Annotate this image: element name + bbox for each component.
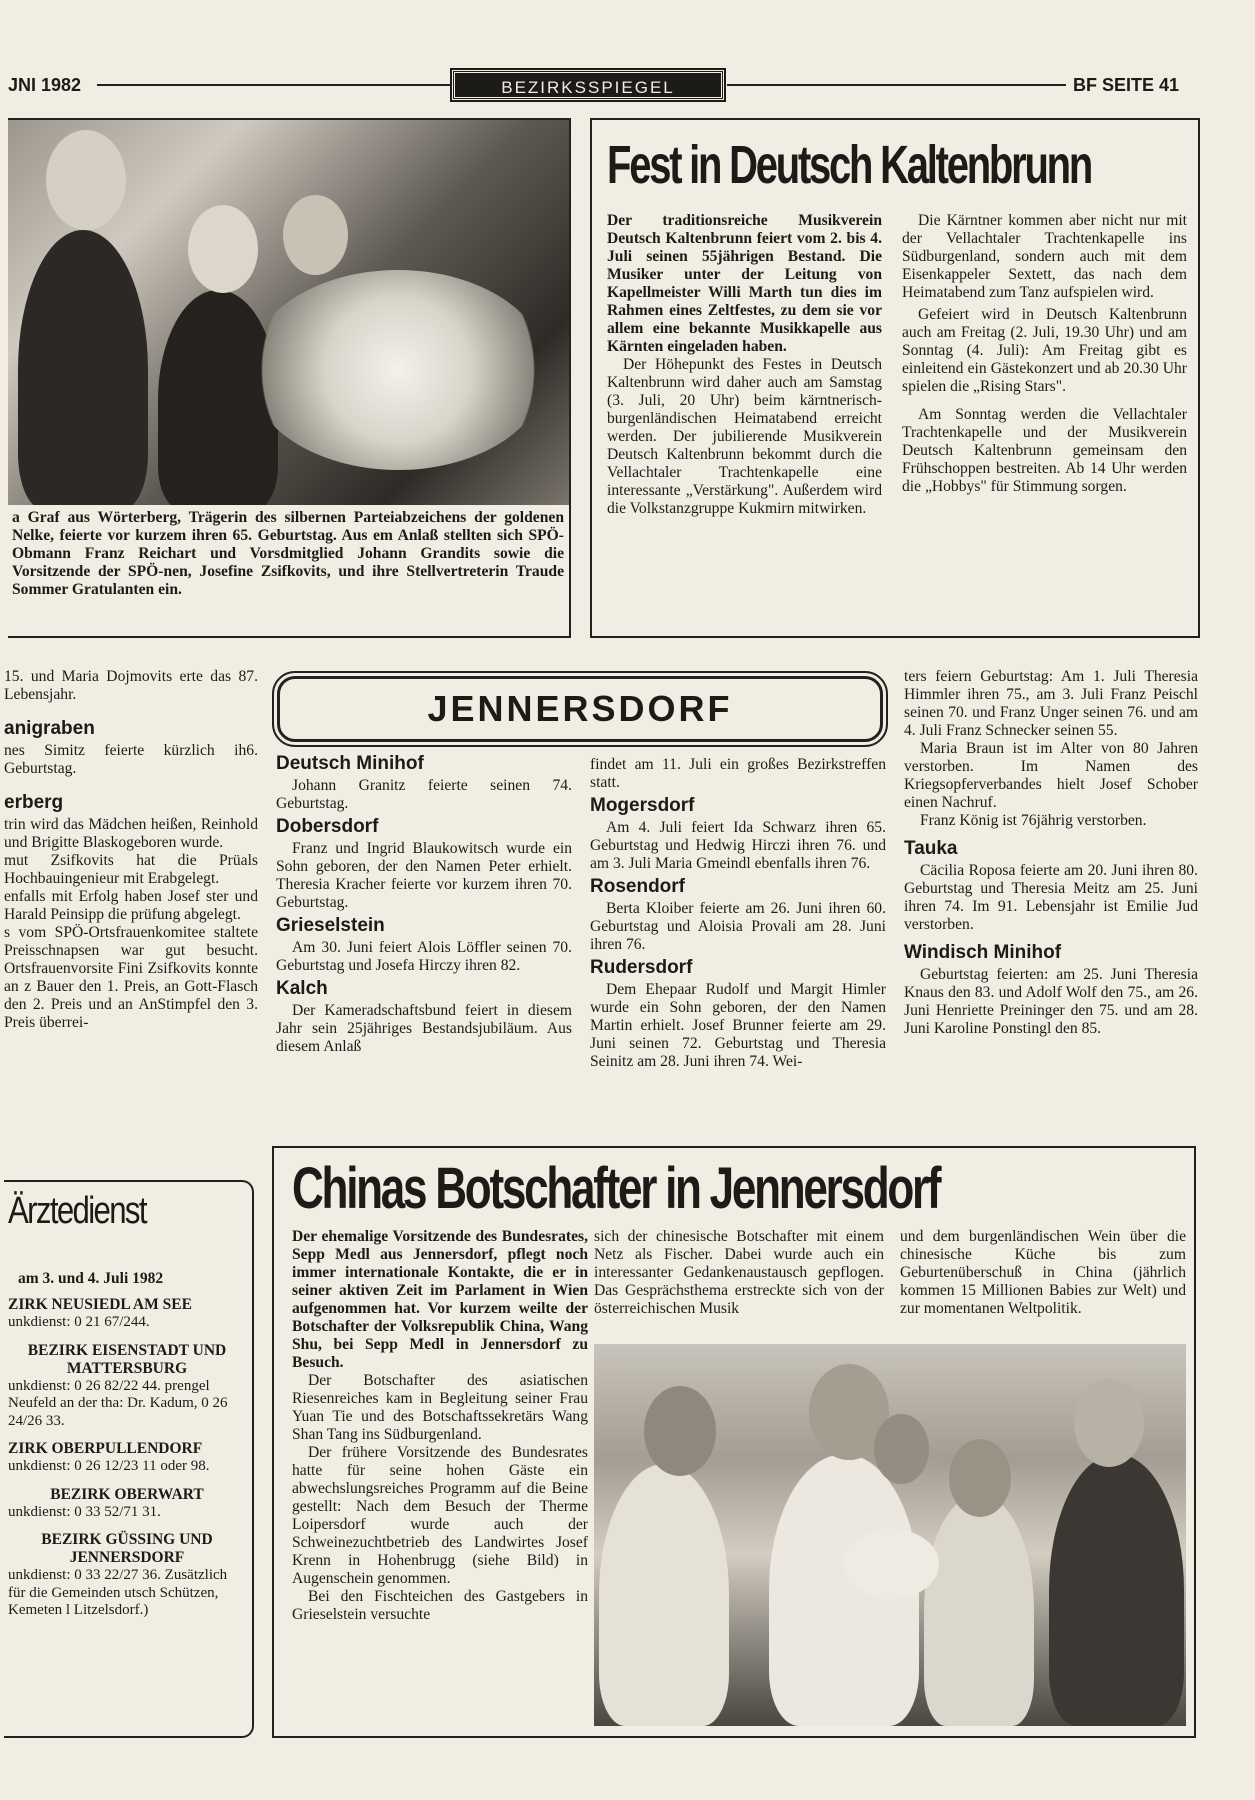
village-text: Geburtstag feierten: am 25. Juni Theresia Knaus den 83. und Adolf Wolf den 75., am 26. Juni Henriette Preininger den 75. und am 28. Juni Karoline Ponstingl den 85. [904,966,1198,1037]
china-paragraph: und dem burgenländischen Wein über die chinesische Küche bis zum Geburtenüberschuß in China (jährlich kommen 15 Millionen Babies zur Welt) und zur momentanen Weltpolitik. [900,1228,1186,1317]
village-entry [276,753,572,813]
person-face [188,205,258,293]
jennersdorf-col-1 [276,750,572,1056]
fest-col-2 [902,212,1187,496]
header-rule-right [727,84,1066,86]
district-name: ZIRK OBERPULLENDORF [8,1440,203,1457]
village-entry [276,915,572,975]
fest-col-1 [607,212,882,518]
china-headline: Chinas Botschafter in Jennersdorf [292,1156,940,1221]
person-face [1074,1379,1144,1467]
left-column [4,668,258,1032]
left-paragraph: mut Zsifkovits hat die Prüals Hochbauingenieur mit Erabgelegt. [4,852,258,887]
village-entry [904,942,1198,1038]
village-text: Am 30. Juni feiert Alois Löffler seinen 70. Geburtstag und Josefa Hirczy ihren 82. [276,939,572,974]
fest-paragraph: Die Kärntner kommen aber nicht nur mit der Vellachtaler Trachtenkapelle ins Südburgenland, sondern auch mit dem Eisenkappeler Sextett, das nach dem Heimatabend zum Tanz aufspielen wird. [902,212,1187,301]
village-name: Rudersdorf [590,957,693,978]
district-phone: unkdienst: 0 26 82/22 44. prengel Neufeld an der tha: Dr. Kadum, 0 26 24/26 33. [8,1377,228,1429]
district-phone: unkdienst: 0 33 22/27 36. Zusätzlich für die Gemeinden utsch Schützen, Kemeten l Litzelsdorf.) [8,1567,228,1618]
village-name: Windisch Minihof [904,942,1062,963]
china-article-box [272,1146,1196,1738]
aerztedienst-title: Ärztedienst [8,1190,146,1232]
person-face [46,130,126,230]
village-entry [590,795,886,873]
person-figure [599,1464,729,1726]
left-paragraph: enfalls mit Erfolg haben Josef ster und Harald Peinsipp die prüfung abgelegt. [4,888,258,923]
village-name: Grieselstein [276,915,385,936]
district-entry [8,1486,246,1522]
village-entry [904,838,1198,934]
village-name: Deutsch Minihof [276,753,424,774]
district-phone: unkdienst: 0 33 52/71 31. [8,1503,161,1520]
district-phone: unkdienst: 0 21 67/244. [8,1314,150,1330]
china-paragraph: Bei den Fischteichen des Gastgebers in Grieselstein versuchte [292,1588,588,1623]
left-paragraph: 15. und Maria Dojmovits erte das 87. Lebensjahr. [4,668,258,703]
piglet [844,1529,939,1599]
person-figure [924,1494,1034,1726]
china-paragraph: Der Botschafter des asiatischen Riesenreiches kam in Begleitung seiner Frau Yuan Tie und des Botschaftssekretärs Wang Shan Tang ins Südburgenland. [292,1372,588,1443]
village-entry [590,957,886,1071]
aerztedienst-box [4,1180,254,1738]
header-page-number: BF SEITE 41 [1073,75,1180,95]
photo-caption: a Graf aus Wörterberg, Trägerin des silbernen Parteiabzeichens der goldenen Nelke, feierte vor kurzem ihren 65. Geburtstag. Aus em Anlaß stellten sich SPÖ-Obmann Franz Reichart und Vorsdmitglied Johann Grandits sowie die Vorsitzende der SPÖ-nen, Josefine Zsifkovits, und ihre Stellvertreterin Traude Sommer Gratulanten ein. [12,509,564,598]
left-subheading: anigraben [4,718,95,739]
village-text: Am 4. Juli feiert Ida Schwarz ihren 65. Geburtstag und Hedwig Hirczi ihren 76. und am 3. Juli Maria Gmeindl ebenfalls ihren 76. [590,819,886,872]
china-paragraph: sich der chinesische Botschafter mit einem Netz als Fischer. Dabei wurde auch ein interessanter Gedankenaustausch gepflogen. Das Gesprächsthema erstreckte sich von der österreichischen Musik [594,1228,884,1317]
left-subheading: erberg [4,792,64,813]
flower-basket [248,270,548,470]
photo-story-box [8,118,571,638]
village-name: Dobersdorf [276,816,379,837]
ambassador-photo [594,1344,1186,1726]
person-face [874,1414,929,1484]
village-text: Berta Kloiber feierte am 26. Juni ihren 60. Geburtstag und Aloisia Provali am 28. Juni ihren 76. [590,900,886,953]
district-entry [8,1296,246,1332]
district-name: BEZIRK GÜSSING UND JENNERSDORF [41,1531,213,1566]
china-col-1 [292,1228,588,1624]
left-paragraph: s vom SPÖ-Ortsfrauenkomitee staltete Preisschnapsen war gut besucht. Ortsfrauenvorsite Fini Zsifkovits konnte an z Bauer den 1. Preis, an Gott-Flasch den 2. Preis und an AnStimpfel den 3. Preis überrei- [4,924,258,1031]
aerztedienst-list [8,1286,246,1620]
china-paragraph: Der frühere Vorsitzende des Bundesrates hatte für seine hohen Gäste ein abwechslungsreiches Programm auf die Beine gestellt: Nach dem Besuch der Therme Loipersdorf wurde auch der Schweinezuchtbetrieb des Landwirtes Josef Krenn in Hohenbrugg (siehe Bild) in Augenschein genommen. [292,1444,588,1587]
district-entry [8,1342,246,1431]
header-section: BEZIRKSSPIEGEL [452,70,724,100]
fest-paragraph: Am Sonntag werden die Vellachtaler Trachtenkapelle und der Musikverein Deutsch Kaltenbrunn gemeinsam den Frühschoppen bestreiten. Ab 14 Uhr werden die „Hobbys" für Stimmung sorgen. [902,406,1187,495]
district-name: BEZIRK OBERWART [50,1485,204,1503]
village-entry [590,876,886,954]
village-text: Johann Granitz feierte seinen 74. Geburtstag. [276,777,572,812]
district-name: BEZIRK EISENSTADT UND MATTERSBURG [27,1341,227,1377]
aerztedienst-date: am 3. und 4. Juli 1982 [18,1270,164,1287]
village-text: Der Kameradschaftsbund feiert in diesem Jahr sein 25jähriges Bestandsjubiläum. Aus diesem Anlaß [276,1002,572,1055]
jennersdorf-col-2 [590,756,886,1071]
header-date: JNI 1982 [8,75,82,95]
village-name: Mogersdorf [590,795,695,816]
fest-article-box [590,118,1200,638]
village-text: ters feiern Geburtstag: Am 1. Juli Theresia Himmler ihren 75., am 3. Juli Franz Peischl seinen 70. und Franz Unger seinen 76. und am 4. Juli Franz Schnecker seinen 55. [904,668,1198,739]
person-face [644,1386,716,1476]
person-face [283,195,348,275]
district-phone: unkdienst: 0 26 12/23 11 oder 98. [8,1458,210,1474]
fest-paragraph: Der Höhepunkt des Festes in Deutsch Kaltenbrunn wird daher auch am Samstag (3. Juli, 20 Uhr) beim kärntnerisch-burgenländischen Heimatabend erreicht werden. Der jubilierende Musikverein Deutsch Kaltenbrunn bekommt durch die Vellachtaler Trachtenkapelle eine interessante „Verstärkung". Außerdem wird die Volkstanzgruppe Kukmirn mitwirken. [607,356,882,517]
person-figure [1049,1454,1184,1726]
village-entry [276,816,572,912]
village-name: Tauka [904,838,958,859]
person-face [949,1439,1011,1517]
district-entry [8,1531,246,1620]
party-photo [8,120,569,505]
person-figure [18,230,148,505]
village-text: Franz und Ingrid Blaukowitsch wurde ein Sohn geboren, der den Namen Peter erhielt. Theresia Kracher feierte vor kurzem ihren 70. Geburtstag. [276,840,572,911]
village-name: Kalch [276,978,328,999]
china-lead: Der ehemalige Vorsitzende des Bundesrates, Sepp Medl aus Jennersdorf, pflegt noch immer internationale Kontakte, die er in seiner aktiven Zeit im Parlament in Wien aufgenommen hat. Vor kurzem weilte der Botschafter der Volksrepublik China, Wang Shu, bei Sepp Medl in Jennersdorf zu Besuch. [292,1228,588,1371]
village-entry [276,978,572,1056]
district-name: ZIRK NEUSIEDL AM SEE [8,1296,192,1313]
fest-headline: Fest in Deutsch Kaltenbrunn [607,135,1092,195]
village-text: Maria Braun ist im Alter von 80 Jahren verstorben. Im Namen des Kriegsopferverbandes hielt Josef Schober einen Nachruf. [904,740,1198,811]
left-paragraph: trin wird das Mädchen heißen, Reinhold und Brigitte Blaskogeboren wurde. [4,816,258,851]
jennersdorf-col-3 [904,668,1198,1038]
fest-lead: Der traditionsreiche Musikverein Deutsch Kaltenbrunn feiert vom 2. bis 4. Juli seinen 55jährigen Bestand. Die Musiker unter der Leitung von Kapellmeister Willi Marth tun dies im Rahmen eines Zeltfestes, zu dem sie vor allem eine bekannte Musikkapelle aus Kärnten eingeladen haben. [607,212,882,355]
jennersdorf-banner: JENNERSDORF [277,676,883,742]
village-text: Franz König ist 76jährig verstorben. [920,812,1147,829]
left-paragraph: nes Simitz feierte kürzlich ih6. Geburtstag. [4,742,258,777]
district-entry [8,1440,246,1476]
village-text: Dem Ehepaar Rudolf und Margit Himler wurde ein Sohn geboren, der den Namen Martin erhielt. Josef Brunner feierte am 29. Juni seinen 72. Geburtstag und Theresia Seinitz am 28. Juni ihren 74. Wei- [590,981,886,1070]
village-text: findet am 11. Juli ein großes Bezirkstreffen statt. [590,756,886,791]
header-rule-left [97,84,450,86]
village-name: Rosendorf [590,876,685,897]
fest-paragraph: Gefeiert wird in Deutsch Kaltenbrunn auch am Freitag (2. Juli, 19.30 Uhr) und am Sonntag (4. Juli): Am Freitag gibt es einleitend ein Gästekonzert und ab 20.30 Uhr spielen die „Rising Stars". [902,306,1187,395]
village-text: Cäcilia Roposa feierte am 20. Juni ihren 80. Geburtstag und Theresia Meitz am 25. Juni ihren 74. Im 91. Lebensjahr ist Emilie Jud verstorben. [904,862,1198,933]
